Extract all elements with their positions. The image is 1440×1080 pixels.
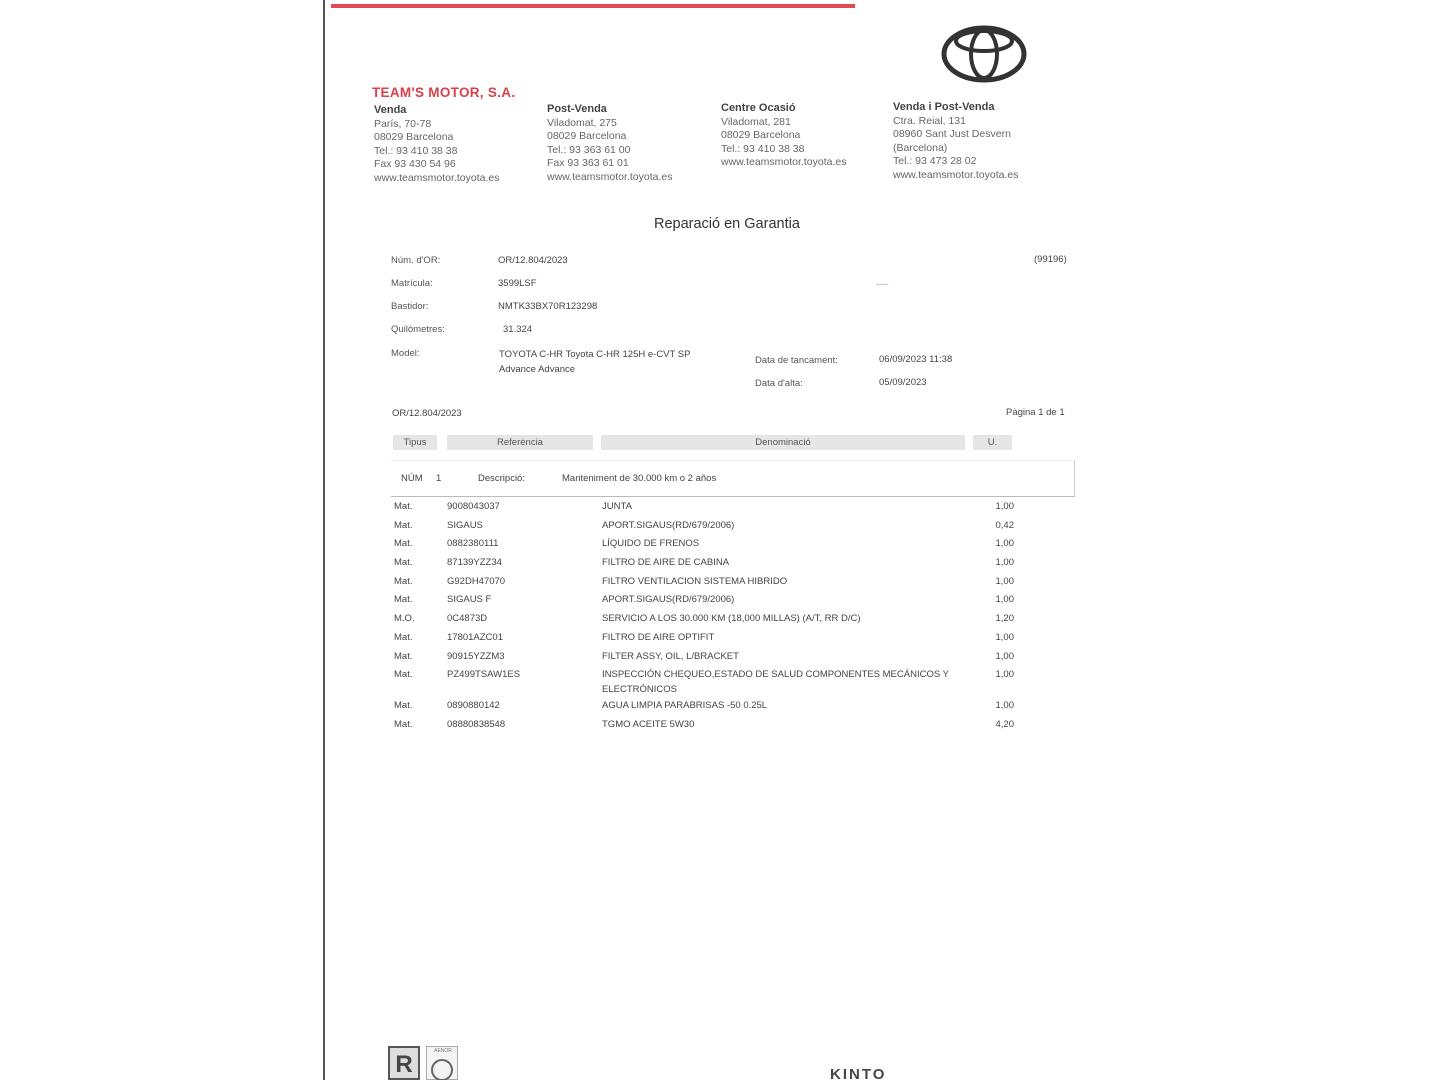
num-value: 1 <box>436 473 442 484</box>
sub-reference: OR/12.804/2023 <box>392 408 462 419</box>
row-qty: 1,00 <box>995 538 1014 550</box>
office-line: 08029 Barcelona <box>547 130 627 143</box>
row-den: INSPECCIÓN CHEQUEO,ESTADO DE SALUD COMPONENTES MECÁNICOS Y ELECTRÓNICOS <box>602 669 949 696</box>
header-unitats: U. <box>973 435 1012 450</box>
km-label: Quilòmetres: <box>391 324 445 335</box>
row-tipus: Mat. <box>394 700 413 712</box>
badge-ring-icon <box>431 1059 453 1080</box>
toyota-logo-icon <box>940 24 1028 84</box>
plate-label: Matrícula: <box>391 278 433 289</box>
office-line: París, 70-78 <box>374 117 432 130</box>
header-referencia: Referència <box>447 435 593 450</box>
or-label: Núm. d'OR: <box>391 255 441 266</box>
row-qty: 1,20 <box>995 613 1014 625</box>
row-qty: 1,00 <box>995 594 1014 606</box>
plate-extra: ---- <box>876 279 889 290</box>
row-ref: SIGAUS <box>447 519 483 531</box>
office-line: www.teamsmotor.toyota.es <box>721 156 847 169</box>
office-line: (Barcelona) <box>893 141 948 154</box>
row-qty: 1,00 <box>995 501 1014 512</box>
header-red-bar <box>331 4 855 8</box>
office-title: Venda i Post-Venda <box>893 101 995 113</box>
model-line: Advance Advance <box>499 364 576 375</box>
row-den: FILTRO DE AIRE OPTIFIT <box>602 631 715 643</box>
header-denominacio: Denominació <box>601 435 965 450</box>
header-tipus: Tipus <box>393 435 437 450</box>
table-row <box>394 647 1034 666</box>
row-tipus: Mat. <box>394 557 413 569</box>
page-info: Pàgina 1 de 1 <box>1006 407 1065 418</box>
table-row <box>394 665 1034 696</box>
table-row <box>394 497 1034 516</box>
office-line: Tel.: 93 410 38 38 <box>721 142 805 155</box>
office-line: 08029 Barcelona <box>721 129 801 142</box>
row-den: AGUA LIMPIA PARABRISAS -50 0.25L <box>602 700 768 712</box>
row-tipus: Mat. <box>394 519 413 531</box>
row-den: FILTRO VENTILACION SISTEMA HIBRIDO <box>602 575 788 587</box>
row-ref: SIGAUS F <box>447 594 492 606</box>
company-name: TEAM'S MOTOR, S.A. <box>372 85 516 100</box>
table-row <box>394 696 1034 715</box>
office-line: Viladomat, 275 <box>547 116 617 129</box>
close-date-value: 06/09/2023 11:38 <box>879 354 953 365</box>
row-den: FILTRO DE AIRE DE CABINA <box>602 557 730 569</box>
chassis-label: Bastidor: <box>391 301 429 312</box>
row-ref: 08880838548 <box>447 718 506 730</box>
row-qty: 1,00 <box>995 650 1014 662</box>
row-den: SERVICIO A LOS 30.000 KM (18,000 MILLAS) (A/T, RR D/C) <box>602 613 861 625</box>
office-line: www.teamsmotor.toyota.es <box>547 170 673 183</box>
entry-date-value: 05/09/2023 <box>879 377 927 388</box>
office-line: Tel.: 93 410 38 38 <box>374 144 458 157</box>
description-label: Descripció: <box>478 473 525 484</box>
row-qty: 1,00 <box>995 575 1014 587</box>
row-tipus: Mat. <box>394 631 413 643</box>
row-tipus: Mat. <box>394 669 413 681</box>
row-qty: 0,42 <box>995 519 1014 531</box>
items-table <box>394 497 1034 734</box>
chassis-value: NMTK33BX70R123298 <box>498 301 598 312</box>
row-den: LÍQUIDO DE FRENOS <box>602 538 700 550</box>
certification-r-logo: R <box>388 1046 420 1080</box>
row-qty: 1,00 <box>995 700 1014 712</box>
office-title: Venda <box>374 104 407 116</box>
office-venda <box>374 104 499 186</box>
row-ref: 9008043037 <box>447 501 500 512</box>
row-tipus: Mat. <box>394 501 413 512</box>
row-den: APORT.SIGAUS(RD/679/2006) <box>602 594 735 606</box>
page-edge <box>323 0 325 1080</box>
row-tipus: Mat. <box>394 718 413 730</box>
table-row <box>394 715 1034 734</box>
table-row <box>394 590 1034 609</box>
model-value <box>499 347 719 377</box>
row-den: TGMO ACEITE 5W30 <box>602 718 695 730</box>
office-venda-post-venda <box>893 101 1018 183</box>
row-den: APORT.SIGAUS(RD/679/2006) <box>602 519 735 531</box>
km-value: 31.324 <box>503 324 533 335</box>
model-line: TOYOTA C-HR Toyota C-HR 125H e-CVT SP <box>499 349 691 360</box>
office-line: Tel.: 93 363 61 00 <box>547 143 631 156</box>
row-ref: PZ499TSAW1ES <box>447 669 521 681</box>
row-ref: 87139YZZ34 <box>447 557 502 569</box>
row-tipus: M.O. <box>394 613 415 625</box>
certification-badge-icon <box>426 1046 458 1080</box>
table-row <box>394 609 1034 628</box>
row-ref: G92DH47070 <box>447 575 506 587</box>
row-tipus: Mat. <box>394 650 413 662</box>
row-den: FILTER ASSY, OIL, L/BRACKET <box>602 650 739 662</box>
office-post-venda <box>547 103 672 185</box>
row-ref: 0890880142 <box>447 700 500 712</box>
table-row <box>394 534 1034 553</box>
row-qty: 1,00 <box>995 557 1014 569</box>
row-qty: 1,00 <box>995 669 1014 681</box>
row-ref: 0C4873D <box>447 613 488 625</box>
num-label: NÚM <box>401 473 423 484</box>
client-code: (99196) <box>1034 254 1067 265</box>
office-line: Fax 93 363 61 01 <box>547 157 629 170</box>
row-ref: 0882380111 <box>447 538 499 550</box>
row-ref: 17801AZC01 <box>447 631 503 643</box>
table-row <box>394 628 1034 647</box>
office-line: 08960 Sant Just Desvern <box>893 128 1011 141</box>
kinto-logo: KINTO <box>830 1066 887 1080</box>
entry-date-label: Data d'alta: <box>755 378 803 389</box>
office-line: Ctra. Reial, 131 <box>893 114 966 127</box>
office-line: www.teamsmotor.toyota.es <box>374 171 500 184</box>
row-qty: 4,20 <box>995 718 1014 730</box>
table-row <box>394 572 1034 591</box>
model-label: Model: <box>391 348 420 359</box>
row-tipus: Mat. <box>394 538 413 550</box>
row-qty: 1,00 <box>995 631 1014 643</box>
row-tipus: Mat. <box>394 575 413 587</box>
office-line: 08029 Barcelona <box>374 131 454 144</box>
office-line: Fax 93 430 54 96 <box>374 158 456 171</box>
office-centre-ocasio <box>721 102 846 170</box>
plate-value: 3599LSF <box>498 278 537 289</box>
description-value: Manteniment de 30.000 km o 2 años <box>562 473 717 484</box>
office-line: Tel.: 93 473 28 02 <box>893 155 977 168</box>
row-den: JUNTA <box>602 501 632 512</box>
row-ref: 90915YZZM3 <box>447 650 505 662</box>
table-row <box>394 553 1034 572</box>
office-title: Centre Ocasió <box>721 102 796 114</box>
document-title: Reparació en Garantia <box>654 216 800 232</box>
office-title: Post-Venda <box>547 103 607 115</box>
office-line: Viladomat, 281 <box>721 115 791 128</box>
or-value: OR/12.804/2023 <box>498 255 568 266</box>
badge-text: AENOR <box>434 1048 452 1054</box>
row-tipus: Mat. <box>394 594 413 606</box>
close-date-label: Data de tancament: <box>755 355 838 366</box>
table-row <box>394 516 1034 535</box>
office-line: www.teamsmotor.toyota.es <box>893 168 1019 181</box>
